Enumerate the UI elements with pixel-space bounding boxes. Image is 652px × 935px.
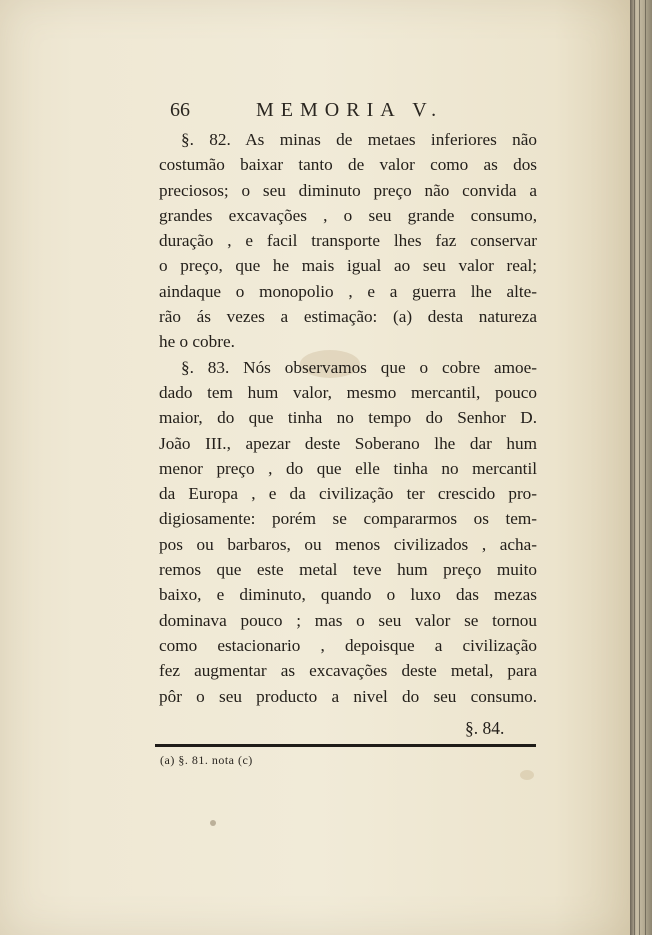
text-line: dominava pouco ; mas o seu valor se tornou <box>159 610 537 630</box>
text-line: menor preço , do que elle tinha no mercantil <box>159 458 537 478</box>
running-title: MEMORIA V. <box>256 99 444 121</box>
text-line: baixo, e diminuto, quando o luxo das mezas <box>159 585 537 605</box>
paper-stain <box>520 770 534 780</box>
text-line: da Europa , e da civilização ter crescido pro- <box>159 484 537 504</box>
text-line: fez augmentar as excavações deste metal, para <box>159 661 537 681</box>
running-head <box>170 99 550 125</box>
catchword: §. 84. <box>465 718 505 738</box>
text-line: pôr o seu producto a nivel do seu consumo. <box>159 686 537 706</box>
page-number: 66 <box>170 99 190 121</box>
text-line: costumão baixar tanto de valor como as dos <box>159 155 537 175</box>
text-line: aindaque o monopolio , e a guerra lhe alte- <box>159 281 537 301</box>
text-line: João III., apezar deste Soberano lhe dar hum <box>159 433 537 453</box>
page-edge <box>639 0 640 935</box>
text-line: duração , e facil transporte lhes faz conservar <box>159 231 537 251</box>
text-line: rão ás vezes a estimação: (a) desta natureza <box>159 307 537 327</box>
footnote-rule <box>155 744 536 747</box>
text-line: dado tem hum valor, mesmo mercantil, pouco <box>159 382 537 402</box>
text-line: grandes excavações , o seu grande consumo, <box>159 205 537 225</box>
text-line: remos que este metal teve hum preço muito <box>159 560 537 580</box>
text-line: o preço, que he mais igual ao seu valor real; <box>159 256 537 276</box>
book-spine-edge <box>630 0 652 935</box>
page-edge <box>645 0 646 935</box>
text-line: como estacionario , depoisque a civilização <box>159 635 537 655</box>
paper-spot <box>210 820 216 826</box>
text-line: §. 82. As minas de metaes inferiores não <box>181 130 537 149</box>
body-text <box>159 127 537 709</box>
text-line: digiosamente: porém se compararmos os tem- <box>159 509 537 529</box>
text-line: preciosos; o seu diminuto preço não convida a <box>159 180 537 200</box>
text-line: maior, do que tinha no tempo do Senhor D. <box>159 408 537 428</box>
text-line: §. 83. Nós observamos que o cobre amoe- <box>181 357 537 377</box>
text-line: he o cobre. <box>159 332 235 352</box>
page-edge <box>634 0 635 935</box>
text-line: pos ou barbaros, ou menos civilizados , acha- <box>159 534 537 554</box>
footnote: (a) §. 81. nota (c) <box>160 753 253 767</box>
